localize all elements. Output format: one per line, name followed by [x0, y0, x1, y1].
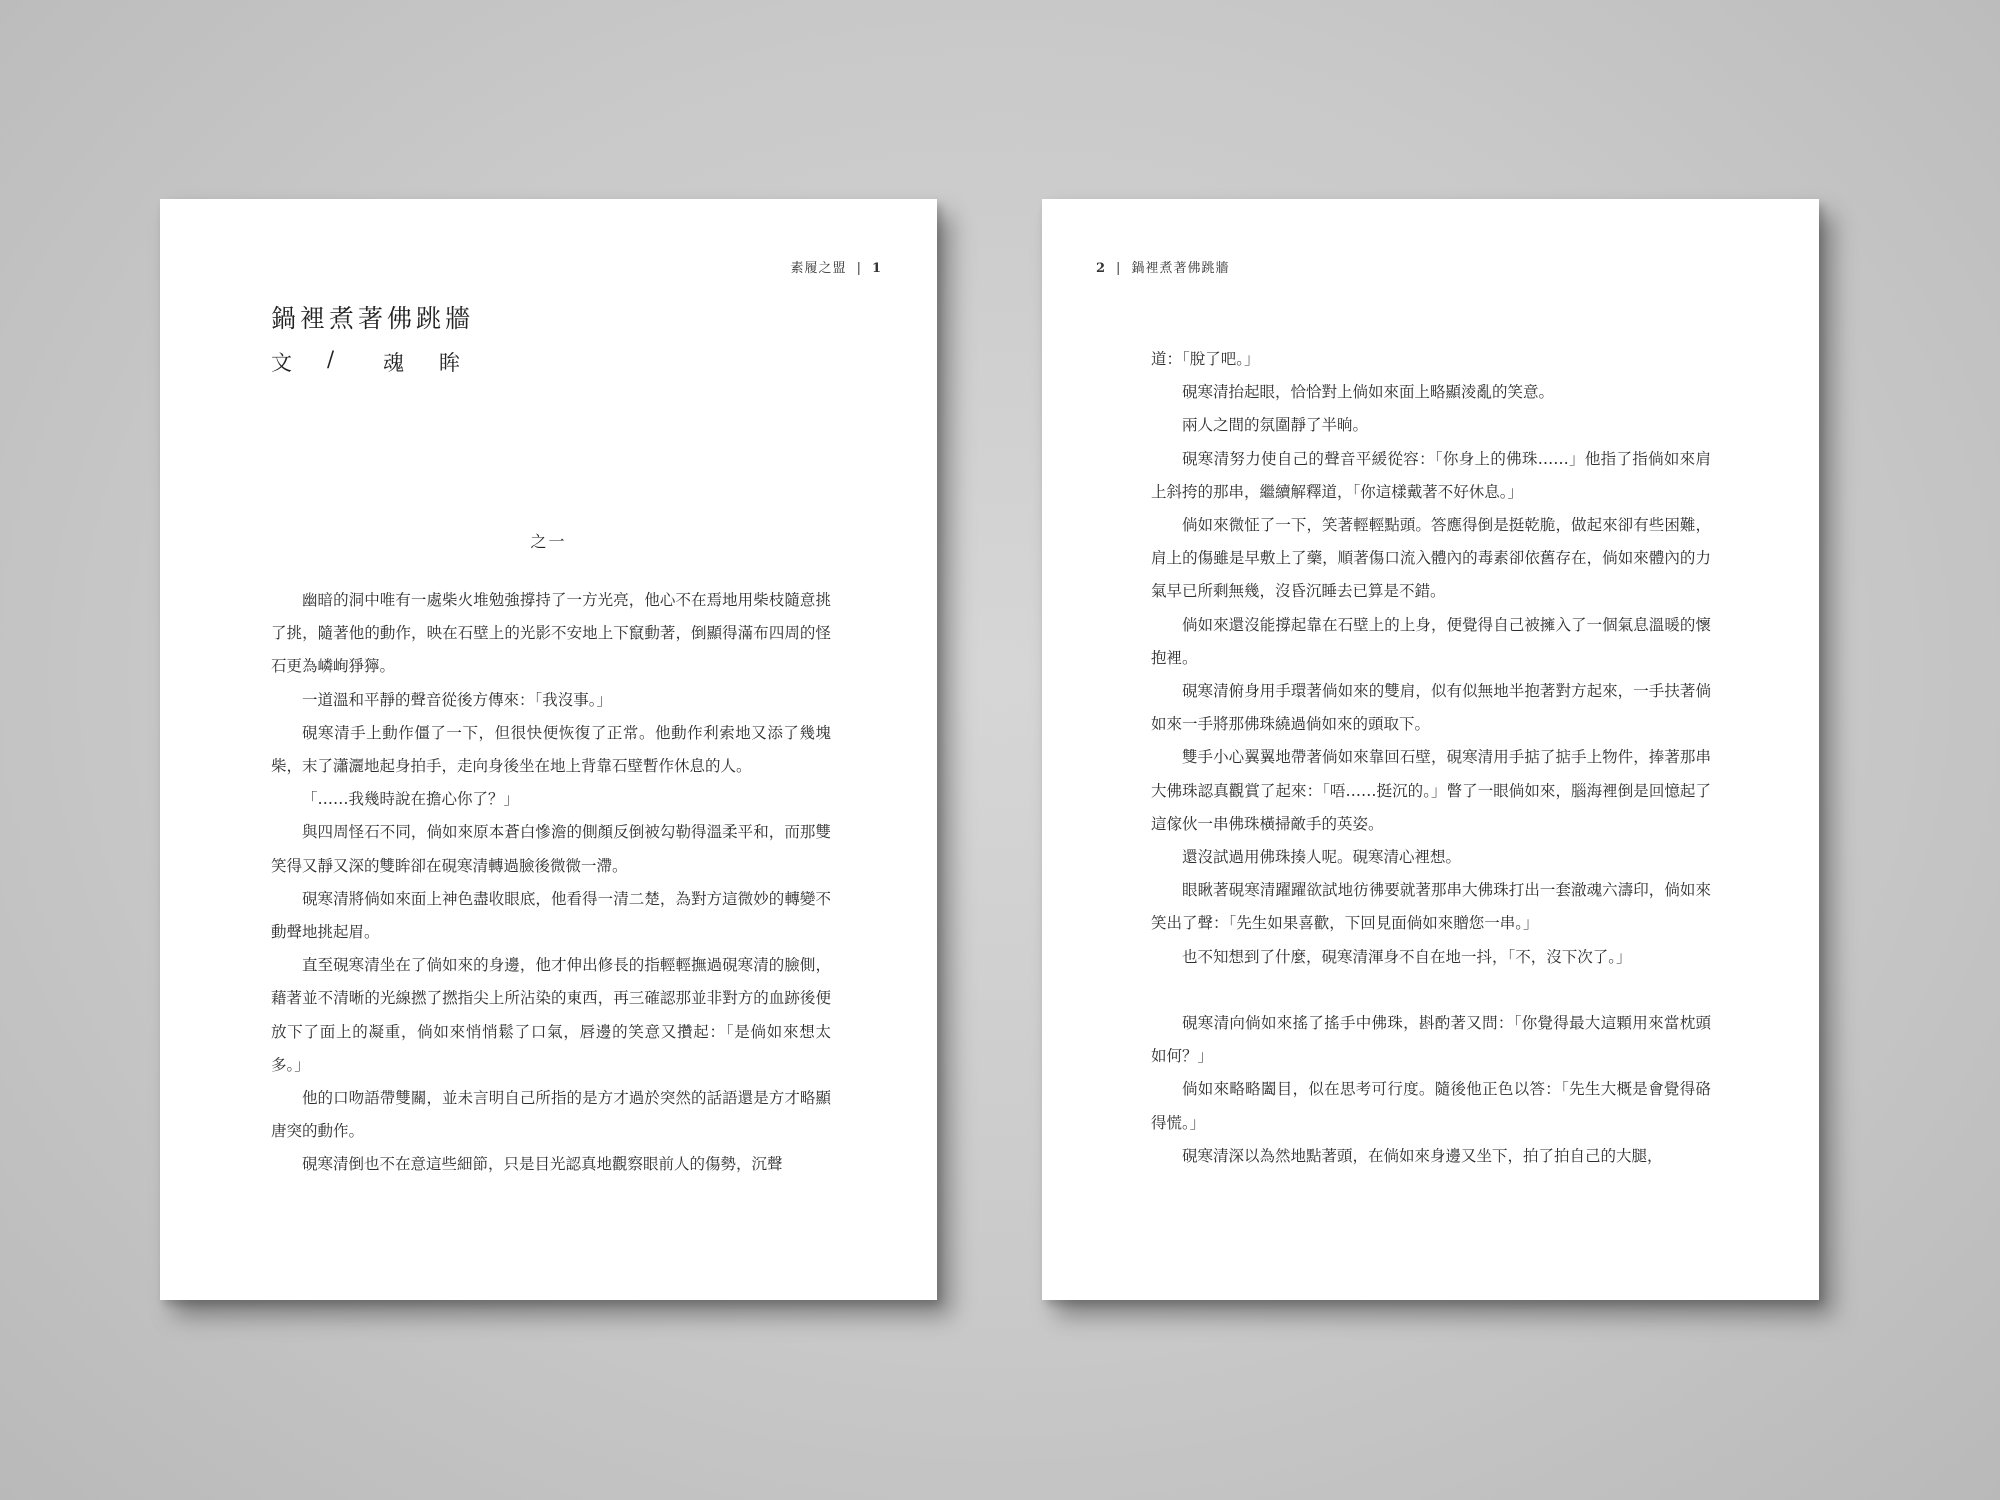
paragraph: 「……我幾時說在擔心你了？」 — [302, 790, 520, 809]
running-header — [1096, 257, 1229, 276]
header-book-title: 鍋裡煮著佛跳牆 — [1131, 261, 1230, 276]
paragraph: 一道溫和平靜的聲音從後方傳來：「我沒事。」 — [302, 690, 613, 709]
paragraph: 道：「脫了吧。」 — [1151, 350, 1260, 368]
byline-char: 魂 — [383, 351, 404, 375]
paragraph: 硯寒清抬起眼，恰恰對上倘如來面上略顯淩亂的笑意。 — [1182, 383, 1555, 402]
byline-char: / — [327, 347, 335, 371]
paragraph: 硯寒清努力使自己的聲音平緩從容：「你身上的佛珠……」他指了指倘如來肩上斜挎的那串，繼續解釋道，「你這樣戴著不好休息。」 — [1151, 449, 1711, 501]
paragraph: 也不知想到了什麼，硯寒清渾身不自在地一抖，「不，沒下次了。」 — [1182, 947, 1632, 966]
paragraph: 兩人之間的氛圍靜了半晌。 — [1182, 416, 1369, 435]
paragraph: 硯寒清將倘如來面上神色盡收眼底，他看得一清二楚，為對方這微妙的轉變不動聲地挑起眉。 — [271, 889, 831, 942]
page-1 — [160, 199, 937, 1300]
byline — [271, 347, 495, 377]
header-page-number: 1 — [871, 261, 882, 276]
header-page-number: 2 — [1096, 261, 1107, 276]
paragraph: 硯寒清手上動作僵了一下，但很快便恢復了正常。他動作利索地又添了幾塊柴，末了瀟灑地起身拍手，走向身後坐在地上背靠石壁暫作休息的人。 — [271, 723, 831, 776]
body-text — [1151, 343, 1711, 1173]
paragraph: 硯寒清深以為然地點著頭，在倘如來身邊又坐下，拍了拍自己的大腿， — [1182, 1146, 1663, 1165]
paragraph: 與四周怪石不同，倘如來原本蒼白慘澹的側顏反倒被勾勒得溫柔平和，而那雙笑得又靜又深的雙眸卻在硯寒清轉過臉後微微一滯。 — [271, 823, 831, 875]
paragraph: 倘如來略略闔目，似在思考可行度。隨後他正色以答：「先生大概是會覺得硌得慌。」 — [1151, 1080, 1711, 1132]
paragraph: 還沒試過用佛珠揍人呢。硯寒清心裡想。 — [1182, 848, 1462, 867]
header-separator: | — [1116, 261, 1122, 276]
paragraph: 硯寒清向倘如來搖了搖手中佛珠，斟酌著又問：「你覺得最大這顆用來當枕頭如何？」 — [1151, 1014, 1711, 1066]
page-2 — [1042, 199, 1819, 1300]
paragraph: 幽暗的洞中唯有一處柴火堆勉強撐持了一方光亮，他心不在焉地用柴枝隨意挑了挑，隨著他的動作，映在石壁上的光影不安地上下竄動著，倒顯得滿布四周的怪石更為嶙峋猙獰。 — [271, 591, 831, 676]
paragraph: 雙手小心翼翼地帶著倘如來靠回石壁，硯寒清用手掂了掂手上物件，捧著那串大佛珠認真觀賞了起來：「唔……挺沉的。」瞥了一眼倘如來，腦海裡倒是回憶起了這傢伙一串佛珠橫掃敵手的英姿。 — [1151, 748, 1711, 833]
header-separator: | — [856, 261, 862, 276]
header-book-title: 素履之盟 — [790, 261, 847, 276]
paragraph: 直至硯寒清坐在了倘如來的身邊，他才伸出修長的指輕輕撫過硯寒清的臉側，藉著並不清晰的光線撚了撚指尖上所沾染的東西，再三確認那並非對方的血跡後便放下了面上的凝重，倘如來悄悄鬆了口氣，唇邊的笑意又攢起：「是倘如來想太多。」 — [271, 956, 831, 1074]
story-title: 鍋裡煮著佛跳牆 — [271, 304, 475, 333]
running-header — [791, 257, 882, 276]
byline-char: 眸 — [439, 351, 460, 375]
byline-char: 文 — [271, 351, 292, 375]
paragraph: 倘如來還沒能撐起靠在石壁上的上身，便覺得自己被擁入了一個氣息溫暖的懷抱裡。 — [1151, 615, 1711, 667]
paragraph: 硯寒清俯身用手環著倘如來的雙肩，似有似無地半抱著對方起來，一手扶著倘如來一手將那佛珠繞過倘如來的頭取下。 — [1151, 682, 1711, 734]
chapter-heading: 之一 — [530, 532, 567, 551]
blank-line — [1151, 974, 1711, 1007]
paragraph: 眼瞅著硯寒清躍躍欲試地彷彿要就著那串大佛珠打出一套澈魂六濤印，倘如來笑出了聲：「先生如果喜歡，下回見面倘如來贈您一串。」 — [1151, 881, 1711, 933]
body-text — [271, 584, 831, 1182]
paragraph: 倘如來微怔了一下，笑著輕輕點頭。答應得倒是挺乾脆，做起來卻有些困難，肩上的傷雖是早敷上了藥，順著傷口流入體內的毒素卻依舊存在，倘如來體內的力氣早已所剩無幾，沒昏沉睡去已算是不錯。 — [1151, 516, 1711, 601]
paragraph: 硯寒清倒也不在意這些細節，只是目光認真地觀察眼前人的傷勢，沉聲 — [302, 1155, 783, 1174]
paragraph: 他的口吻語帶雙關，並未言明自己所指的是方才過於突然的話語還是方才略顯唐突的動作。 — [271, 1089, 831, 1141]
